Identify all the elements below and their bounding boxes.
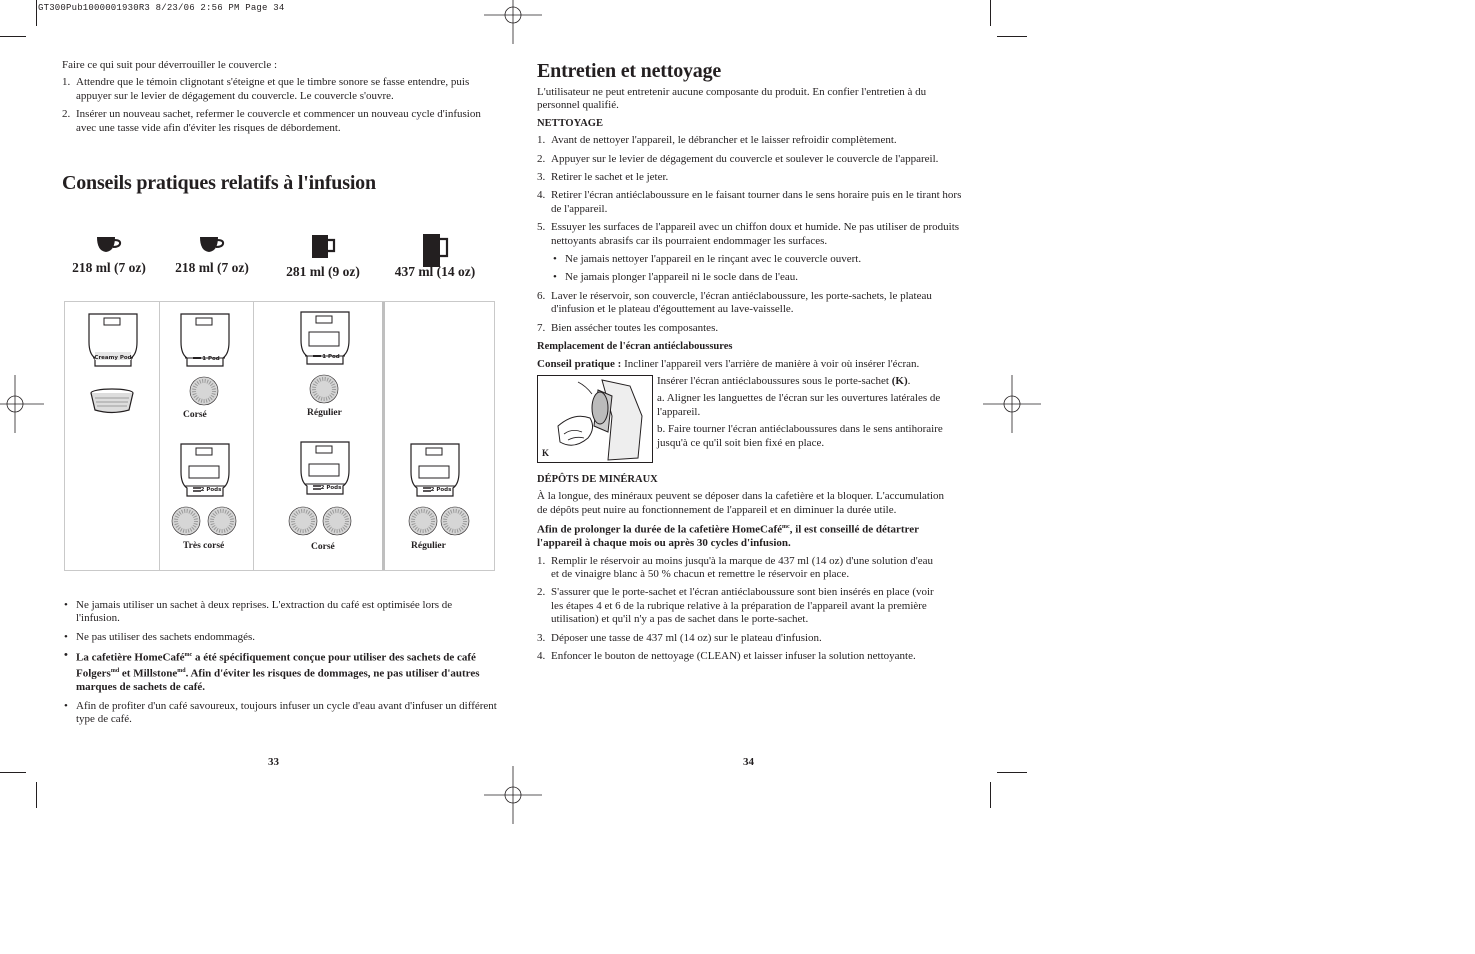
crop-mark xyxy=(997,772,1027,773)
mineral-deposits-title: DÉPÔTS DE MINÉRAUX xyxy=(537,473,658,485)
creamy-pod-cup-icon xyxy=(89,388,135,414)
grid-divider xyxy=(159,302,160,570)
strength-label: Régulier xyxy=(307,408,342,418)
pod-holder-icon xyxy=(179,312,231,368)
coffee-pod-icon xyxy=(309,374,339,404)
holder-label: Creamy Pod xyxy=(94,355,132,361)
left-page xyxy=(62,59,502,201)
holder-label: 2 Pods xyxy=(430,487,452,493)
brewing-grid xyxy=(64,301,495,571)
holder-label: 1 Pod xyxy=(202,356,220,362)
brewing-tips xyxy=(62,599,498,732)
small-cup-icon xyxy=(197,232,227,256)
medium-mug-icon xyxy=(308,232,338,260)
list-item: 6. Laver le réservoir, son couvercle, l'écran antiéclaboussure, les porte-sachets, le plateau d'infusion et le plateau d'égouttement au lave-vaisselle. xyxy=(537,289,932,316)
right-page xyxy=(537,59,977,668)
coffee-pod-icon xyxy=(207,506,237,536)
page-number: 34 xyxy=(743,756,754,768)
registration-mark-icon xyxy=(484,0,542,44)
practical-tip: Conseil pratique : Incliner l'appareil vers l'arrière de manière à voir où insérer l'écran. xyxy=(537,357,920,370)
crop-mark xyxy=(990,0,991,26)
unlock-intro: Faire ce qui suit pour déverrouiller le couvercle : xyxy=(62,59,278,71)
list-item: 5. Essuyer les surfaces de l'appareil avec un chiffon doux et humide. Ne pas utiliser de produits nettoyants abrasifs car ils pourraient endommager les surfaces. xyxy=(537,221,960,247)
list-item: 1. Remplir le réservoir au moins jusqu'à la marque de 437 ml (14 oz) d'une solution d'eau et de vinaigre blanc à 50 % chacun et remettre le réservoir en place. xyxy=(537,554,933,580)
crop-mark xyxy=(36,782,37,808)
screen-replacement-title: Remplacement de l'écran antiéclaboussures xyxy=(537,341,733,353)
cup-size-item: 218 ml (7 oz) xyxy=(155,232,269,280)
screen-insert-block xyxy=(537,375,969,467)
strength-label: Corsé xyxy=(311,542,335,552)
coffee-pod-icon xyxy=(322,506,352,536)
tall-mug-icon xyxy=(419,232,451,268)
small-cup-icon xyxy=(94,232,124,256)
coffee-pod-icon xyxy=(171,506,201,536)
maintenance-intro: L'utilisateur ne peut entretenir aucune composante du produit. En confier l'entretien à du personnel qualifié. xyxy=(537,86,927,112)
cleaning-steps xyxy=(537,134,969,248)
insert-step-a: a. Aligner les languettes de l'écran sur les ouvertures latérales de l'appareil. xyxy=(657,392,941,418)
pod-holder-icon xyxy=(409,442,461,498)
strength-label: Corsé xyxy=(183,410,207,420)
maintenance-heading: Entretien et nettoyage xyxy=(537,60,722,82)
cleaning-title: NETTOYAGE xyxy=(537,117,603,129)
insert-instruction: Insérer l'écran antiéclaboussures sous le porte-sachet (K). xyxy=(657,374,911,387)
cup-size-item: 437 ml (14 oz) xyxy=(377,232,493,280)
list-item: 4. Retirer l'écran antiéclaboussure en le faisant tourner dans le sens horaire puis en le tirant hors de l'appareil. xyxy=(537,189,962,215)
crop-mark xyxy=(36,0,37,26)
cup-size-row xyxy=(63,232,493,280)
list-item: 2. S'assurer que le porte-sachet et l'écran antiéclaboussure sont bien insérés en place (voir les étapes 4 et 6 de la rubrique relative à la préparation de l'appareil avant la première utilisation) et qu'il n'y a pas de sachet dans le porte-sachet. xyxy=(537,586,934,626)
list-item: 2. Insérer un nouveau sachet, refermer le couvercle et commencer un nouveau cycle d'infusion avec une tasse vide afin d'éviter les risques de débordement. xyxy=(62,108,481,134)
crop-mark xyxy=(0,772,26,773)
pod-holder-icon xyxy=(299,310,351,366)
cup-size-item: 218 ml (7 oz) xyxy=(63,232,155,280)
page-number: 33 xyxy=(268,756,279,768)
registration-mark-icon xyxy=(983,375,1041,433)
pod-holder-icon xyxy=(87,312,139,368)
coffee-pod-icon xyxy=(288,506,318,536)
registration-mark-icon xyxy=(484,766,542,824)
descale-advice: Afin de prolonger la durée de la cafetière HomeCafé$^{mc}$, il est conseillé de détartrer l'appareil à chaque mois ou après 30 cycles d'infusion. xyxy=(537,523,919,550)
crop-mark xyxy=(990,782,991,808)
holder-label: 1 Pod xyxy=(322,354,340,360)
list-item: 3. Déposer une tasse de 437 ml (14 oz) sur le plateau d'infusion. xyxy=(537,631,822,644)
coffee-pod-icon xyxy=(189,376,219,406)
list-item: • La cafetière HomeCafé$^{mc}$ a été spécifiquement conçue pour utiliser des sachets de café Folgers$^{md}$ et Millstone$^{md}$. Afin d'éviter les risques de dommages, ne pas utiliser d'autres marques de sachets de café. xyxy=(64,649,480,694)
list-item: 3. Retirer le sachet et le jeter. xyxy=(537,171,669,184)
splash-screen-figure xyxy=(537,375,653,463)
figure-letter: K xyxy=(542,447,550,458)
strength-label: Régulier xyxy=(411,541,446,551)
insert-step-b: b. Faire tourner l'écran antiéclaboussures dans le sens antihoraire jusqu'à ce qu'il soit bien fixé en place. xyxy=(657,423,943,449)
coffee-pod-icon xyxy=(440,506,470,536)
list-item: • Ne pas utiliser des sachets endommagés. xyxy=(64,630,256,643)
brewing-tips-heading: Conseils pratiques relatifs à l'infusion xyxy=(62,172,376,195)
splash-screen-illustration-icon xyxy=(538,376,652,462)
print-slug: GT300Pub1000001930R3 8/23/06 2:56 PM Page 34 xyxy=(38,3,285,13)
list-item: 2. Appuyer sur le levier de dégagement du couvercle et soulever le couvercle de l'appareil. xyxy=(537,152,939,165)
list-item: 4. Enfoncer le bouton de nettoyage (CLEAN) et laisser infuser la solution nettoyante. xyxy=(537,650,916,663)
registration-mark-icon xyxy=(0,375,44,433)
crop-mark xyxy=(0,36,26,37)
strength-label: Très corsé xyxy=(183,541,225,551)
holder-label: 2 Pods xyxy=(320,485,342,491)
mineral-deposits-text: À la longue, des minéraux peuvent se déposer dans la cafetière et la bloquer. L'accumulation de dépôts peut nuire au fonctionnement de l'appareil et en diminuer la durée utile. xyxy=(537,490,944,516)
list-item: 1. Attendre que le témoin clignotant s'éteigne et que le timbre sonore se fasse entendre, puis appuyer sur le levier de dégagement du couvercle. Le couvercle s'ouvre. xyxy=(62,76,470,102)
list-item: 7. Bien assécher toutes les composantes. xyxy=(537,321,719,334)
descale-steps xyxy=(537,555,941,664)
pod-holder-icon xyxy=(179,442,231,498)
grid-divider xyxy=(253,302,254,570)
holder-label: 2 Pods xyxy=(200,487,222,493)
cleaning-bullets xyxy=(537,253,977,285)
list-item: • Ne jamais nettoyer l'appareil en le rinçant avec le couvercle ouvert. xyxy=(553,253,862,266)
list-item: • Afin de profiter d'un café savoureux, toujours infuser un cycle d'eau avant d'infuser un différent type de café. xyxy=(64,699,497,726)
unlock-steps xyxy=(62,76,502,135)
cleaning-steps-continued xyxy=(537,290,969,335)
list-item: • Ne jamais utiliser un sachet à deux reprises. L'extraction du café est optimisée lors de l'infusion. xyxy=(64,599,453,625)
coffee-pod-icon xyxy=(408,506,438,536)
list-item: 1. Avant de nettoyer l'appareil, le débrancher et le laisser refroidir complètement. xyxy=(537,134,897,147)
crop-mark xyxy=(997,36,1027,37)
grid-divider xyxy=(382,302,385,570)
pod-holder-icon xyxy=(299,440,351,496)
list-item: • Ne jamais plonger l'appareil ni le socle dans de l'eau. xyxy=(553,271,799,284)
cup-size-item: 281 ml (9 oz) xyxy=(269,232,377,280)
